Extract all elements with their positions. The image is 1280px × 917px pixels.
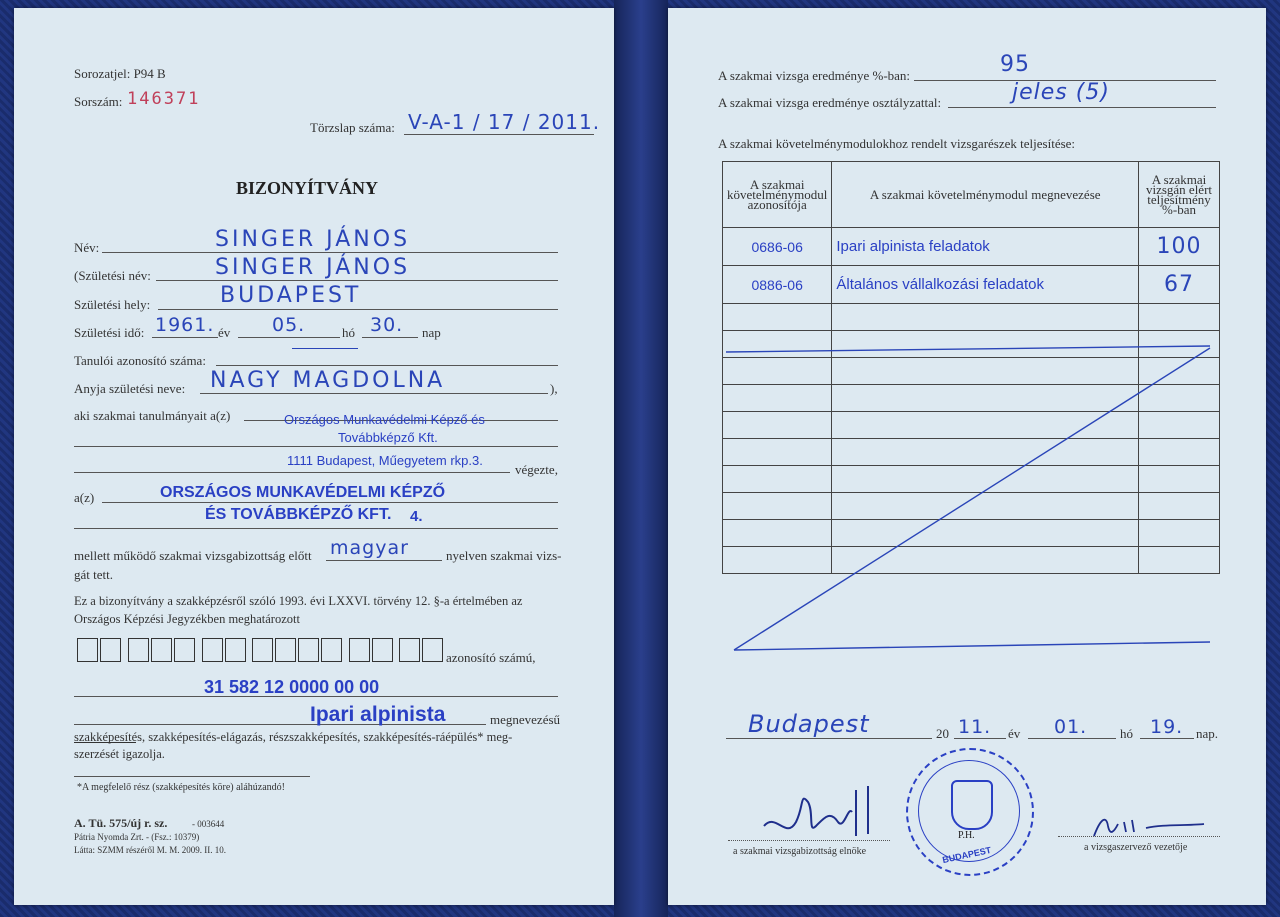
nyelv-value: magyar bbox=[330, 537, 409, 559]
date-ev-label: év bbox=[1008, 726, 1021, 741]
paragraph-line-1: Ez a bizonyítvány a szakképzésről szóló 1993. évi LXXVI. törvény 12. §-a értelmében az bbox=[74, 594, 523, 608]
nap-value: 30. bbox=[370, 314, 404, 336]
month-value: 01. bbox=[1054, 716, 1088, 738]
sorszam-label: Sorszám: bbox=[74, 94, 123, 109]
result-pct-label: A szakmai vizsga eredménye %-ban: bbox=[718, 68, 911, 83]
gat-tett: gát tett. bbox=[74, 567, 113, 582]
vegezte-label: végezte, bbox=[515, 462, 558, 477]
header-module-id: A szakmai követelménymodul azonosítója bbox=[723, 162, 832, 228]
okj-number: 31 582 12 0000 00 00 bbox=[204, 677, 380, 697]
nev-value: SINGER JÁNOS bbox=[215, 227, 411, 252]
strike-bottom bbox=[734, 642, 1210, 650]
place-value: Budapest bbox=[748, 710, 870, 738]
form-code-small: - 003644 bbox=[192, 819, 225, 829]
result-grade-label: A szakmai vizsga eredménye osztályzattal: bbox=[718, 95, 942, 110]
nev-label: Név: bbox=[74, 240, 100, 255]
year-prefix: 20 bbox=[936, 726, 949, 741]
exam-org-number: 4. bbox=[410, 508, 423, 525]
school-line-3: 1111 Budapest, Műegyetem rkp.3. bbox=[287, 453, 483, 468]
szuletesi-nev-label: (Születési név: bbox=[74, 268, 151, 283]
footnote: *A megfelelő rész (szakképesítés köre) aláhúzandó! bbox=[77, 782, 285, 793]
qualification-value: Ipari alpinista bbox=[310, 703, 446, 726]
exam-org-line-2: ÉS TOVÁBBKÉPZŐ KFT. bbox=[205, 506, 392, 523]
exam-org-line-1: ORSZÁGOS MUNKAVÉDELMI KÉPZŐ bbox=[160, 484, 446, 501]
szakkepesites-line-1: szakképesítés, szakképesítés-elágazás, részszakképesítés, szakképesítés-ráépülés* meg- bbox=[74, 730, 513, 744]
szuletesi-ido-label: Születési idő: bbox=[74, 325, 145, 340]
strike-top bbox=[726, 346, 1210, 352]
nyelven-label: nyelven szakmai vizs- bbox=[446, 548, 562, 563]
school-line-2: Továbbképző Kft. bbox=[338, 430, 438, 445]
printer-info: Pátria Nyomda Zrt. - (Fsz.: 10379) bbox=[74, 832, 200, 842]
year-value: 11. bbox=[958, 716, 992, 738]
official-seal bbox=[906, 748, 1034, 876]
approval-info: Látta: SZMM részéről M. M. 2009. II. 10. bbox=[74, 845, 226, 855]
ev-value: 1961. bbox=[155, 314, 215, 336]
ev-label: év bbox=[218, 325, 231, 340]
strike-diagonal bbox=[734, 348, 1210, 650]
szuletesi-hely-value: BUDAPEST bbox=[220, 283, 362, 308]
szakkepesites-line-2: szerzését igazolja. bbox=[74, 747, 165, 761]
sorozatjel: Sorozatjel: P94 B bbox=[74, 66, 166, 81]
seal-ph-label: P.H. bbox=[958, 830, 975, 841]
module-pct: 100 bbox=[1139, 228, 1220, 266]
date-ho-label: hó bbox=[1120, 726, 1133, 741]
module-name: Általános vállalkozási feladatok bbox=[832, 266, 1139, 304]
paragraph-line-2: Országos Képzési Jegyzékben meghatározott bbox=[74, 612, 300, 626]
day-line bbox=[1140, 738, 1194, 739]
place-line bbox=[726, 738, 932, 739]
module-id: 0686-06 bbox=[723, 228, 832, 266]
result-grade-value: jeles (5) bbox=[1012, 80, 1110, 105]
day-value: 19. bbox=[1150, 716, 1184, 738]
module-id: 0886-06 bbox=[723, 266, 832, 304]
organizer-signature-line bbox=[1058, 836, 1220, 837]
module-name: Ipari alpinista feladatok bbox=[832, 228, 1139, 266]
az-label: a(z) bbox=[74, 490, 95, 505]
chair-signature-line bbox=[728, 840, 890, 841]
school-line-1: Országos Munkavédelmi Képző és bbox=[284, 412, 485, 427]
coat-of-arms-icon bbox=[951, 780, 993, 830]
anyja-label: Anyja születési neve: bbox=[74, 381, 186, 396]
aki-label: aki szakmai tanulmányait a(z) bbox=[74, 408, 231, 423]
sorszam-value: 146371 bbox=[127, 89, 201, 109]
chair-signature bbox=[756, 782, 886, 848]
nap-label: nap bbox=[422, 325, 441, 340]
modules-heading: A szakmai követelménymodulokhoz rendelt vizsgarészek teljesítése: bbox=[718, 136, 1076, 151]
month-line bbox=[1028, 738, 1116, 739]
tanuloi-label: Tanulói azonosító száma: bbox=[74, 353, 206, 368]
document-title: BIZONYÍTVÁNY bbox=[236, 178, 379, 198]
ho-value: 05. bbox=[272, 314, 306, 336]
organizer-label: a vizsgaszervező vezetője bbox=[1084, 842, 1188, 853]
szuletesi-nev-value: SINGER JÁNOS bbox=[215, 255, 411, 280]
seal-city: BUDAPEST bbox=[941, 844, 993, 866]
ho-label: hó bbox=[342, 325, 355, 340]
szuletesi-hely-label: Születési hely: bbox=[74, 297, 151, 312]
module-pct: 67 bbox=[1139, 266, 1220, 304]
form-code: A. Tü. 575/új r. sz. bbox=[74, 816, 168, 830]
chair-label: a szakmai vizsgabizottság elnöke bbox=[733, 846, 867, 857]
header-module-name: A szakmai követelménymodul megnevezése bbox=[832, 162, 1139, 228]
mellett-label: mellett működő szakmai vizsgabizottság előtt bbox=[74, 548, 312, 563]
azonosito-label: azonosító számú, bbox=[446, 650, 536, 665]
megnevezesu-label: megnevezésű bbox=[490, 712, 561, 727]
year-line bbox=[954, 738, 1006, 739]
torzslap-value: V-A-1 / 17 / 2011. bbox=[408, 110, 601, 134]
header-module-pct: A szakmai vizsgán elért teljesítmény %-ban bbox=[1139, 162, 1220, 228]
result-pct-value: 95 bbox=[1000, 52, 1030, 77]
date-nap-label: nap. bbox=[1196, 726, 1219, 741]
torzslap-label: Törzslap száma: bbox=[310, 120, 395, 135]
anyja-value: NAGY MAGDOLNA bbox=[210, 368, 446, 393]
anyja-close: ), bbox=[550, 381, 558, 396]
